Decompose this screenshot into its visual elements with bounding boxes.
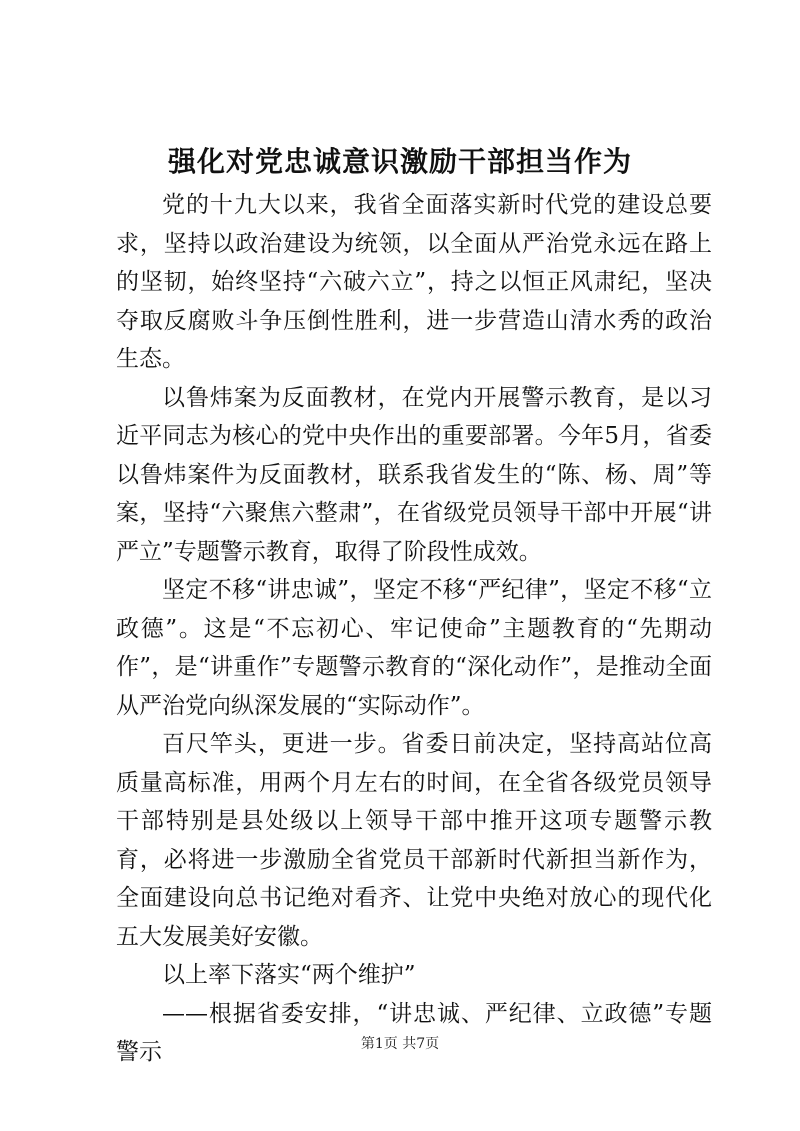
paragraph-6: ——根据省委安排，“讲忠诚、严纪律、立政德”专题警示 <box>116 1000 712 1065</box>
document-body <box>116 186 712 1072</box>
document-title: 强化对党忠诚意识激励干部担当作为 <box>167 145 632 178</box>
paragraph-2: 以鲁炜案为反面教材，在党内开展警示教育，是以习近平同志为核心的党中央作出的重要部署。今年5月，省委以鲁炜案件为反面教材，联系我省发生的“陈、杨、周”等案，坚持“六聚焦六整肃”，在省级党员领导干部中开展“讲严立”专题警示教育，取得了阶段性成效。 <box>116 384 712 565</box>
paragraph-5-heading: 以上率下落实“两个维护” <box>162 962 416 988</box>
paragraph-3: 坚定不移“讲忠诚”，坚定不移“严纪律”，坚定不移“立政德”。这是“不忘初心、牢记使命”主题教育的“先期动作”，是“讲重作”专题警示教育的“深化动作”，是推动全面从严治党向纵深发展的“实际动作”。 <box>116 577 712 719</box>
paragraph-4: 百尺竿头，更进一步。省委日前决定，坚持高站位高质量高标准，用两个月左右的时间，在全省各级党员领导干部特别是县处级以上领导干部中推开这项专题警示教育，必将进一步激励全省党员干部新时代新担当新作为，全面建设向总书记绝对看齐、让党中央绝对放心的现代化五大发展美好安徽。 <box>116 731 712 950</box>
paragraph-1: 党的十九大以来，我省全面落实新时代党的建设总要求，坚持以政治建设为统领，以全面从严治党永远在路上的坚韧，始终坚持“六破六立”，持之以恒正风肃纪，坚决夺取反腐败斗争压倒性胜利，进一步营造山清水秀的政治生态。 <box>116 192 712 372</box>
page-footer: 第1页 共7页 <box>360 1036 440 1052</box>
